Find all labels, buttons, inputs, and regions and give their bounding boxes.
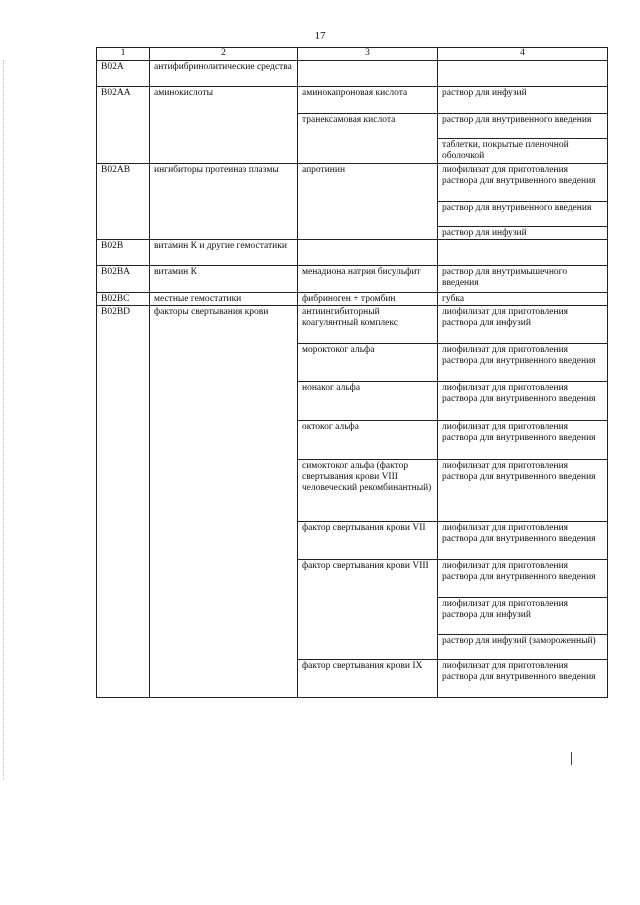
dosage-form: губка bbox=[438, 293, 608, 306]
atc-code: B02AA bbox=[97, 87, 150, 164]
table-row bbox=[97, 306, 608, 344]
header-cell-4: 4 bbox=[438, 48, 608, 61]
atc-code: B02BA bbox=[97, 266, 150, 293]
dosage-form: лиофилизат для приготовления раствора для внутривенного введения bbox=[438, 660, 608, 698]
dosage-form bbox=[438, 61, 608, 87]
drug-name bbox=[298, 61, 438, 87]
drug-name: антиингибиторный коагулянтный комплекс bbox=[298, 306, 438, 344]
drug-name: фактор свертывания крови VIII bbox=[298, 560, 438, 660]
dosage-form: лиофилизат для приготовления раствора для инфузий bbox=[438, 598, 608, 635]
dosage-form: раствор для внутривенного введения bbox=[438, 114, 608, 139]
header-cell-2: 2 bbox=[150, 48, 298, 61]
table-row bbox=[97, 293, 608, 306]
group-name: факторы свертывания крови bbox=[150, 306, 298, 698]
drug-name: транексамовая кислота bbox=[298, 114, 438, 164]
drug-name bbox=[298, 240, 438, 266]
atc-code: B02A bbox=[97, 61, 150, 87]
dosage-form: лиофилизат для приготовления раствора для внутривенного введения bbox=[438, 344, 608, 382]
dosage-form: раствор для инфузий (замороженный) bbox=[438, 635, 608, 660]
page-number: 17 bbox=[314, 30, 326, 42]
atc-code: B02AB bbox=[97, 164, 150, 240]
drug-name: фибриноген + тромбин bbox=[298, 293, 438, 306]
header-cell-3: 3 bbox=[298, 48, 438, 61]
dosage-form bbox=[438, 240, 608, 266]
group-name: местные гемостатики bbox=[150, 293, 298, 306]
drug-name: аминокапроновая кислота bbox=[298, 87, 438, 114]
atc-code: B02BD bbox=[97, 306, 150, 698]
table-row bbox=[97, 240, 608, 266]
drug-name: апротинин bbox=[298, 164, 438, 240]
dosage-form: лиофилизат для приготовления раствора для внутривенного введения bbox=[438, 522, 608, 560]
group-name: ингибиторы протеиназ плазмы bbox=[150, 164, 298, 240]
drug-name: октоког альфа bbox=[298, 421, 438, 460]
table-row bbox=[97, 61, 608, 87]
table-row bbox=[97, 164, 608, 202]
drug-name: менадиона натрия бисульфит bbox=[298, 266, 438, 293]
drug-name: нонаког альфа bbox=[298, 382, 438, 421]
dosage-form: лиофилизат для приготовления раствора для внутривенного введения bbox=[438, 460, 608, 522]
drug-name: фактор свертывания крови VII bbox=[298, 522, 438, 560]
dosage-form: раствор для внутривенного введения bbox=[438, 202, 608, 227]
header-row bbox=[97, 48, 608, 61]
dosage-form: лиофилизат для приготовления раствора для инфузий bbox=[438, 306, 608, 344]
dosage-form: лиофилизат для приготовления раствора для внутривенного введения bbox=[438, 382, 608, 421]
dosage-form: лиофилизат для приготовления раствора для внутривенного введения bbox=[438, 560, 608, 598]
header-cell-1: 1 bbox=[97, 48, 150, 61]
table-row bbox=[97, 266, 608, 293]
dosage-form: раствор для инфузий bbox=[438, 227, 608, 240]
dosage-form: раствор для внутримышечного введения bbox=[438, 266, 608, 293]
table-row bbox=[97, 87, 608, 114]
dosage-form: лиофилизат для приготовления раствора для внутривенного введения bbox=[438, 421, 608, 460]
dosage-form: лиофилизат для приготовления раствора для внутривенного введения bbox=[438, 164, 608, 202]
drug-name: мороктоког альфа bbox=[298, 344, 438, 382]
group-name: аминокислоты bbox=[150, 87, 298, 164]
scan-mark bbox=[571, 752, 572, 765]
atc-code: B02B bbox=[97, 240, 150, 266]
group-name: витамин К bbox=[150, 266, 298, 293]
scan-edge-marks bbox=[3, 60, 5, 780]
drug-name: фактор свертывания крови IX bbox=[298, 660, 438, 698]
dosage-form: раствор для инфузий bbox=[438, 87, 608, 114]
group-name: витамин К и другие гемостатики bbox=[150, 240, 298, 266]
atc-code: B02BC bbox=[97, 293, 150, 306]
group-name: антифибринолитические средства bbox=[150, 61, 298, 87]
dosage-form: таблетки, покрытые пленочной оболочкой bbox=[438, 139, 608, 164]
drug-classification-table bbox=[96, 47, 608, 698]
drug-name: симоктоког альфа (фактор свертывания крови VIII человеческий рекомбинантный) bbox=[298, 460, 438, 522]
